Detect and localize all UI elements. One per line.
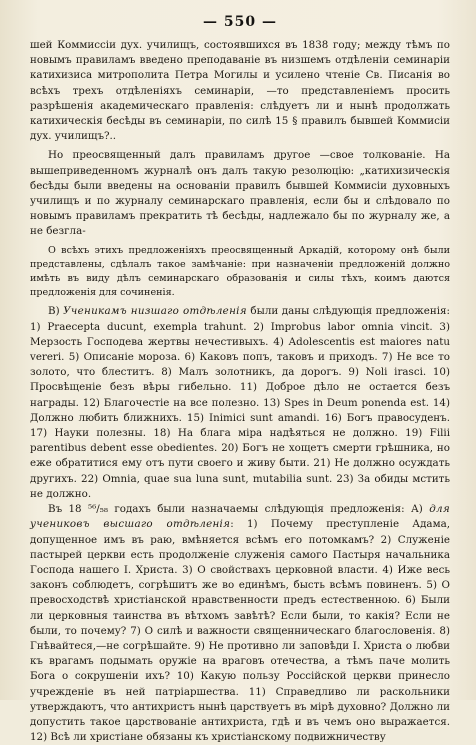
- paragraph-text: шей Коммиссiи дух. училищъ, состоявшихся въ 1838 году; между тѣмъ по новымъ правиламъ введено преподаванiе въ низшемъ отдѣленiи семинарiи катихизиса митрополита Петра Могилы и усилено чтенiе Св. Писанiя во всѣхъ трехъ отдѣленiяхъ семинарiи, —то представленiемъ просить разрѣшенiя академическаго правленiя: слѣдуетъ ли и нынѣ продолжать катихическiя бесѣды въ семинарiи, по силѣ 15 § правилъ бывшей Коммисiи дух. училищъ?..: [30, 39, 450, 143]
- paragraph-lead: В): [48, 305, 64, 318]
- paragraph-text: Но преосвященный далъ правиламъ другое —свое толкованiе. На вышеприведенномъ журналѣ онъ далъ такую резолюцiю: „катихизическiя бесѣды были введены на основанiи правилъ бывшей Коммисiи духовныхъ училищъ и по журналу семинарскаго правленiя, если бы и слѣдовало по новымъ правиламъ прекратить тѣ бесѣды, надлежало бы по журналу же, а не безгла-: [30, 149, 450, 238]
- paragraph-text: были даны слѣдующiя предложенiя: 1) Praecepta ducunt, exempla trahunt. 2) Improbus labor omnia vincit. 3) Мерзость Господева жертвы нечестивыхъ. 4) Adolescentis est maiores natu vereri. 5) Описанiе мороза. 6) Каковъ попъ, таковъ и приходъ. 7) Не все то золото, что блеститъ. 8) Малъ золотникъ, да дорогъ. 9) Noli irasci. 10) Просвѣщенiе безъ вѣры гибельно. 11) Доброе дѣло не остается безъ награды. 12) Благочестiе на все полезно. 13) Spes in Deum ponenda est. 14) Должно любить ближнихъ. 15) Inimici sunt amandi. 16) Богъ правосуденъ. 17) Науки полезны. 18) На блага мiра надѣяться не должно. 19) Filii parentibus debent esse obedientes. 20) Богъ не хощетъ смерти грѣшника, но еже обратитися ему отъ пути своего и живу быти. 21) Не должно осуждать другихъ. 22) Omnia, quae sua luna sunt, mutabilia sunt. 23) За обиды мстить не должно.: [30, 305, 450, 500]
- page-number: — 550 —: [203, 14, 277, 30]
- footnote-paragraph: [30, 244, 450, 301]
- paragraph-resolution: [30, 148, 450, 239]
- paragraph-emphasis: для учениковъ высшаго отдѣленiя: [30, 503, 450, 531]
- paragraph-upper-class-topics: [30, 502, 450, 745]
- footnote-text: О всѣхъ этихъ предложенiяхъ преосвященный Аркадiй, которому онѣ были представлены, сдѣлалъ такое замѣчанiе: при назначенiи предложенiй должно имѣть въ виду дѣлъ семинарскаго образованiя и силы тѣхъ, коимъ даются предложенiя для сочиненiя.: [30, 244, 450, 299]
- paragraph-lower-class-topics: [30, 304, 450, 502]
- paragraph-lead: Въ 18 ⁵⁶/₅₈ годахъ были назначаемы слѣдующiя предложенiя: А): [48, 503, 430, 516]
- paragraph-emphasis: Ученикамъ низшаго отдѣленiя: [63, 305, 247, 318]
- paragraph-text: : 1) Почему преступленiе Адама, допущенное имъ въ раю, вмѣняется всѣмъ его потомкамъ? 2) Служенiе пастырей церкви есть продолженiе служенiя самого Пастыря начальника Господа нашего I. Христа. 3) О свойствахъ церковной власти. 4) Иже весь законъ соблюдетъ, согрѣшитъ же во единѣмъ, бысть всѣмъ повиненъ. 5) О превосходствѣ христiанской нравственности предъ естественною. 6) Были ли церковныя таинства въ вѣтхомъ завѣтѣ? Если были, то какiя? Если не были, то почему? 7) О силѣ и важности священническаго благословенiя. 8) Гнѣвайтеся,—не согрѣшайте. 9) Не противно ли заповѣди I. Христа о любви къ врагамъ подымать оружiе на враговъ отечества, а тѣмъ паче молить Бога о сокрушенiи ихъ? 10) Какую пользу Россiйской церкви принесло учрежденiе въ ней патрiаршества. 11) Справедливо ли раскольники утверждаютъ, что антихристъ нынѣ царствуетъ въ мiрѣ духовно? Должно ли допустить такое царствованiе антихриста, гдѣ и въ чемъ оно выражается. 12) Всѣ ли христiане обязаны къ христiанскому подвижничеству: [30, 518, 450, 744]
- paragraph-continuation: [30, 38, 450, 144]
